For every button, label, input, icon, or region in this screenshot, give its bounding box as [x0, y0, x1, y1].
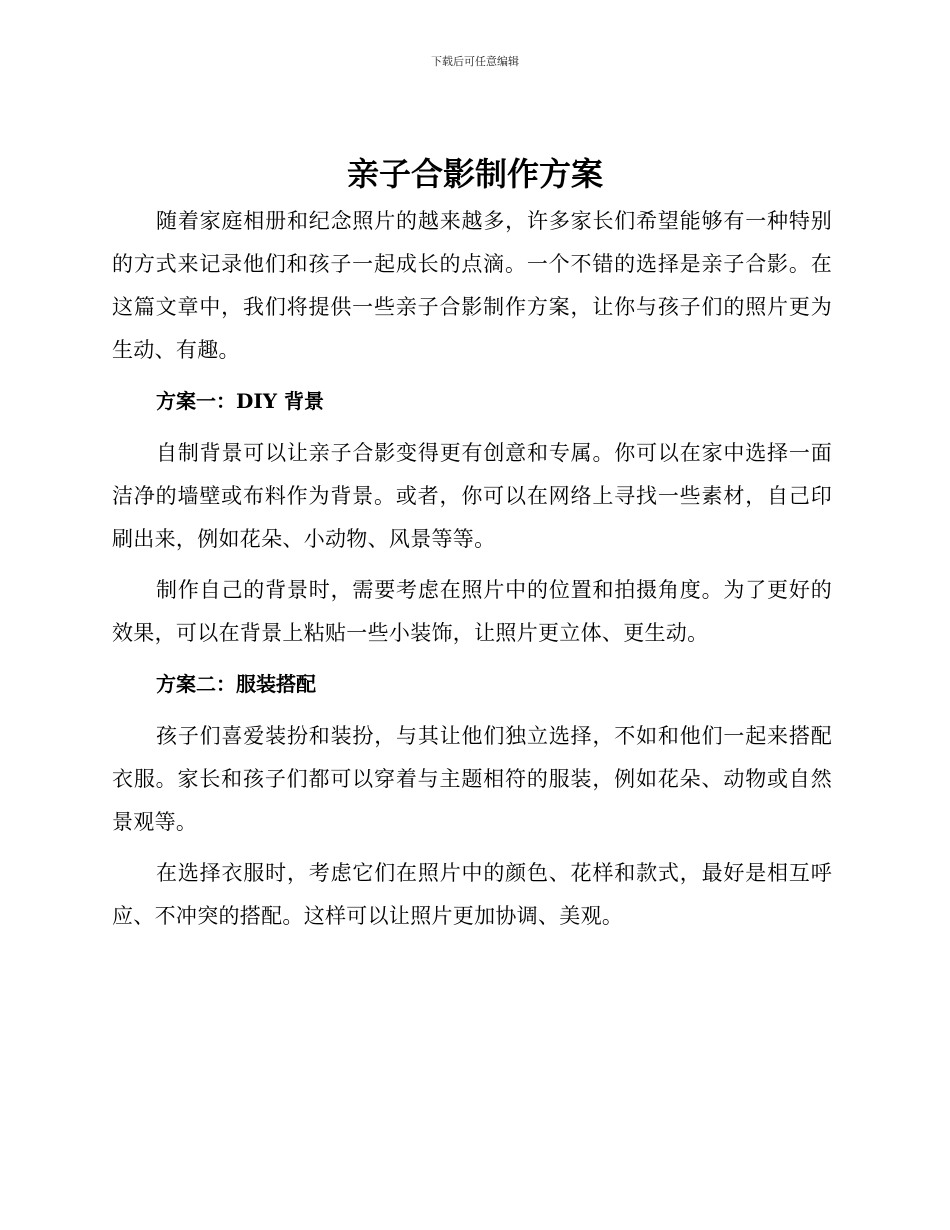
body-paragraph: 制作自己的背景时，需要考虑在照片中的位置和拍摄角度。为了更好的效果，可以在背景上粘贴一些小装饰，让照片更立体、更生动。 — [112, 578, 832, 645]
document-body — [112, 200, 832, 946]
page-title: 亲子合影制作方案 — [346, 155, 603, 193]
body-paragraph: 在选择衣服时，考虑它们在照片中的颜色、花样和款式，最好是相互呼应、不冲突的搭配。这样可以让照片更加协调、美观。 — [112, 861, 832, 928]
section-heading-outfit-matching: 方案二：服装搭配 — [156, 672, 316, 696]
intro-paragraph: 随着家庭相册和纪念照片的越来越多，许多家长们希望能够有一种特别的方式来记录他们和孩子一起成长的点滴。一个不错的选择是亲子合影。在这篇文章中，我们将提供一些亲子合影制作方案，让你与孩子们的照片更为生动、有趣。 — [112, 209, 832, 362]
section-heading-diy-background: 方案一：DIY 背景 — [156, 389, 324, 413]
body-paragraph: 自制背景可以让亲子合影变得更有创意和专属。你可以在家中选择一面洁净的墙壁或布料作为背景。或者，你可以在网络上寻找一些素材，自己印刷出来，例如花朵、小动物、风景等等。 — [112, 441, 832, 551]
page-header-note: 下载后可任意编辑 — [431, 55, 519, 68]
body-paragraph: 孩子们喜爱装扮和装扮，与其让他们独立选择，不如和他们一起来搭配衣服。家长和孩子们都可以穿着与主题相符的服装，例如花朵、动物或自然景观等。 — [112, 724, 832, 834]
